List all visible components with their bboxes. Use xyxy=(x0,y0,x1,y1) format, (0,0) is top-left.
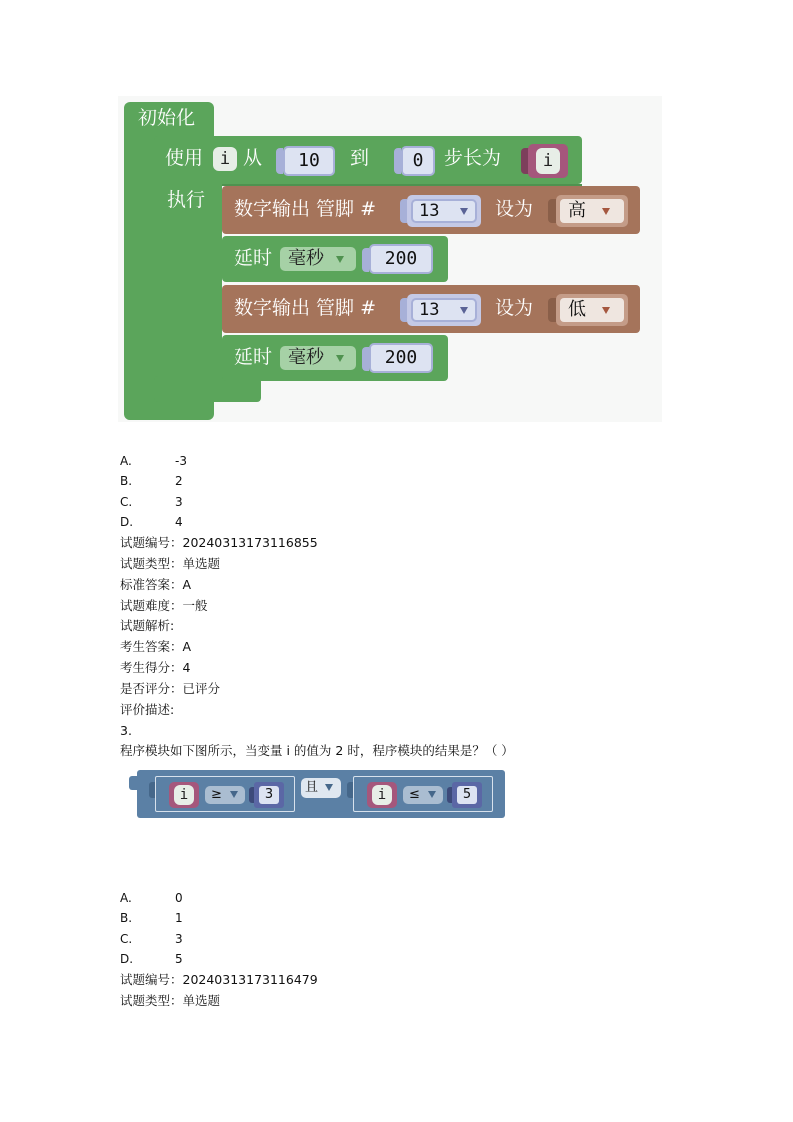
q3-option-a-label: A. xyxy=(120,891,132,905)
from-label: 从 xyxy=(243,147,263,169)
pin-value-1: 13 xyxy=(419,201,440,221)
q2-option-a-value: -3 xyxy=(175,454,187,468)
delay-value-input-2[interactable]: 200 xyxy=(369,343,433,373)
q2-difficulty: 试题难度：一般 xyxy=(120,598,208,613)
use-label: 使用 xyxy=(165,147,204,169)
q3-option-b-label: B. xyxy=(120,911,133,925)
q2-question-type: 试题类型：单选题 xyxy=(120,556,221,571)
left-number-input[interactable]: 3 xyxy=(259,786,279,804)
right-number-input[interactable]: 5 xyxy=(457,786,477,804)
chevron-down-icon xyxy=(428,791,436,798)
pin-value-2: 13 xyxy=(419,300,440,320)
delay-label-1: 延时 xyxy=(234,247,273,269)
chevron-down-icon xyxy=(336,355,344,362)
q3-question-type: 试题类型：单选题 xyxy=(120,993,221,1008)
loop-variable-name: i xyxy=(219,149,231,169)
q2-option-b-value: 2 xyxy=(175,474,183,488)
q2-analysis: 试题解析: xyxy=(120,618,175,633)
delay-value-input-1[interactable]: 200 xyxy=(369,244,433,274)
to-label: 到 xyxy=(350,147,370,169)
delay-unit-dropdown-1[interactable] xyxy=(280,247,356,271)
right-variable-name: i xyxy=(377,787,387,803)
logic-operator-value: 且 xyxy=(305,780,319,795)
left-variable-pill xyxy=(174,785,194,805)
level-dropdown-2[interactable] xyxy=(556,294,628,326)
chevron-down-icon xyxy=(602,208,610,215)
q2-student-score: 考生得分：4 xyxy=(120,660,191,675)
delay-unit-value-1: 毫秒 xyxy=(288,248,324,269)
step-label: 步长为 xyxy=(444,147,502,169)
left-operator-value: ≥ xyxy=(211,787,222,802)
pin-dropdown-2[interactable] xyxy=(407,294,481,326)
program-block-image-2 xyxy=(129,770,505,818)
q3-option-b-value: 1 xyxy=(175,911,183,925)
set-label-1: 设为 xyxy=(495,198,534,220)
q2-evaluation: 评价描述: xyxy=(120,702,175,717)
q2-option-b-label: B. xyxy=(120,474,133,488)
init-label: 初始化 xyxy=(138,107,196,129)
q2-student-answer: 考生答案：A xyxy=(120,639,192,654)
step-variable-pill xyxy=(536,148,560,174)
chevron-down-icon xyxy=(460,208,468,215)
q3-option-c-value: 3 xyxy=(175,932,183,946)
level-value-2: 低 xyxy=(568,299,586,320)
q2-option-d-label: D. xyxy=(120,515,134,529)
q2-option-c-label: C. xyxy=(120,495,133,509)
q3-option-d-value: 5 xyxy=(175,952,183,966)
q2-standard-answer: 标准答案：A xyxy=(120,577,192,592)
right-operator-value: ≤ xyxy=(409,787,420,802)
chevron-down-icon xyxy=(602,307,610,314)
chevron-down-icon xyxy=(325,784,333,791)
set-label-2: 设为 xyxy=(495,297,534,319)
pin-dropdown-1[interactable] xyxy=(407,195,481,227)
delay-unit-dropdown-2[interactable] xyxy=(280,346,356,370)
q3-option-a-value: 0 xyxy=(175,891,183,905)
q2-option-c-value: 3 xyxy=(175,495,183,509)
level-dropdown-1[interactable] xyxy=(556,195,628,227)
chevron-down-icon xyxy=(336,256,344,263)
chevron-down-icon xyxy=(460,307,468,314)
digital-write-label-2: 数字输出 管脚 # xyxy=(234,297,376,319)
step-variable-name: i xyxy=(542,151,554,171)
chevron-down-icon xyxy=(230,791,238,798)
q2-graded-status: 是否评分：已评分 xyxy=(120,681,221,696)
digital-write-label-1: 数字输出 管脚 # xyxy=(234,198,376,220)
q3-stem: 程序模块如下图所示，当变量 i 的值为 2 时，程序模块的结果是？（ ） xyxy=(120,743,514,758)
q3-number: 3. xyxy=(120,723,132,738)
q3-option-c-label: C. xyxy=(120,932,133,946)
program-block-image-1 xyxy=(118,96,662,422)
loop-variable-pill[interactable] xyxy=(213,147,237,171)
level-value-1: 高 xyxy=(568,200,586,221)
q3-option-d-label: D. xyxy=(120,952,134,966)
logic-operator-dropdown[interactable] xyxy=(301,778,341,798)
right-variable-pill xyxy=(372,785,392,805)
right-operator-dropdown[interactable] xyxy=(403,786,443,804)
q2-option-d-value: 4 xyxy=(175,515,183,529)
q2-option-a-label: A. xyxy=(120,454,132,468)
from-value-input[interactable]: 10 xyxy=(283,146,335,176)
exec-label: 执行 xyxy=(167,189,206,211)
delay-unit-value-2: 毫秒 xyxy=(288,347,324,368)
left-variable-name: i xyxy=(179,787,189,803)
left-operator-dropdown[interactable] xyxy=(205,786,245,804)
delay-label-2: 延时 xyxy=(234,346,273,368)
for-loop-body-arm xyxy=(154,136,222,398)
q2-question-id: 试题编号：20240313173116855 xyxy=(120,535,318,550)
q3-question-id: 试题编号：20240313173116479 xyxy=(120,972,318,987)
to-value-input[interactable]: 0 xyxy=(401,146,435,176)
